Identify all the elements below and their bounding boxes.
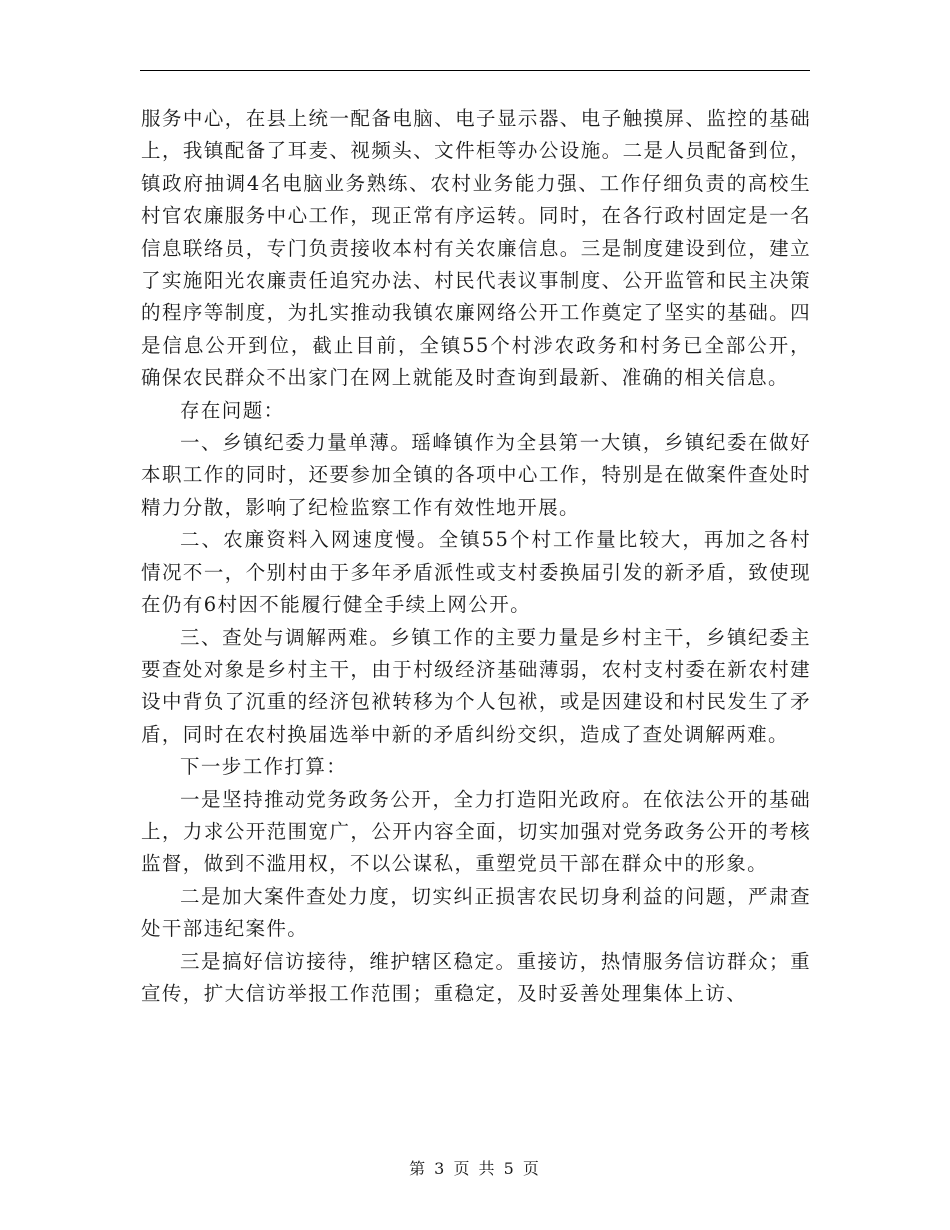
paragraph-problem-2: 二、农廉资料入网速度慢。全镇55个村工作量比较大，再加之各村情况不一，个别村由于多年矛盾派性或支村委换届引发的新矛盾，致使现在仍有6村因不能履行健全手续上网公开。 [141,528,811,617]
page-footer [0,1156,950,1179]
paragraph-plan-3: 三是搞好信访接待，维护辖区稳定。重接访，热情服务信访群众；重宣传，扩大信访举报工作范围；重稳定，及时妥善处理集体上访、 [141,949,811,1005]
paragraph-plan-1: 一是坚持推动党务政务公开，全力打造阳光政府。在依法公开的基础上，力求公开范围宽广，公开内容全面，切实加强对党务政务公开的考核监督，做到不滥用权，不以公谋私，重塑党员干部在群众中的形象。 [141,787,811,876]
paragraph-plan-2: 二是加大案件查处力度，切实纠正损害农民切身利益的问题，严肃查处干部违纪案件。 [141,884,811,941]
page-number-label: 第 3 页 共 5 页 [409,1159,541,1178]
document-body [141,103,811,1010]
header-rule [140,70,810,71]
paragraph-continuation: 服务中心，在县上统一配备电脑、电子显示器、电子触摸屏、监控的基础上，我镇配备了耳麦、视频头、文件柜等办公设施。二是人员配备到位，镇政府抽调4名电脑业务熟练、农村业务能力强、工作仔细负责的高校生村官农廉服务中心工作，现正常有序运转。同时，在各行政村固定是一名信息联络员，专门负责接收本村有关农廉信息。三是制度建设到位，建立了实施阳光农廉责任追究办法、村民代表议事制度、公开监管和民主决策的程序等制度，为扎实推动我镇农廉网络公开工作奠定了坚实的基础。四是信息公开到位，截止目前，全镇55个村涉农政务和村务已全部公开，确保农民群众不出家门在网上就能及时查询到最新、准确的相关信息。 [141,107,811,390]
section-heading-problems: 存在问题： [180,398,285,422]
paragraph-problem-3: 三、查处与调解两难。乡镇工作的主要力量是乡村主干，乡镇纪委主要查处对象是乡村主干，由于村级经济基础薄弱，农村支村委在新农村建设中背负了沉重的经济包袱转移为个人包袱，或是因建设和村民发生了矛盾，同时在农村换届选举中新的矛盾纠纷交织，造成了查处调解两难。 [141,625,811,746]
section-heading-next-steps: 下一步工作打算： [180,755,348,779]
paragraph-problem-1: 一、乡镇纪委力量单薄。瑶峰镇作为全县第一大镇，乡镇纪委在做好本职工作的同时，还要参加全镇的各项中心工作，特别是在做案件查处时精力分散，影响了纪检监察工作有效性地开展。 [141,431,811,519]
